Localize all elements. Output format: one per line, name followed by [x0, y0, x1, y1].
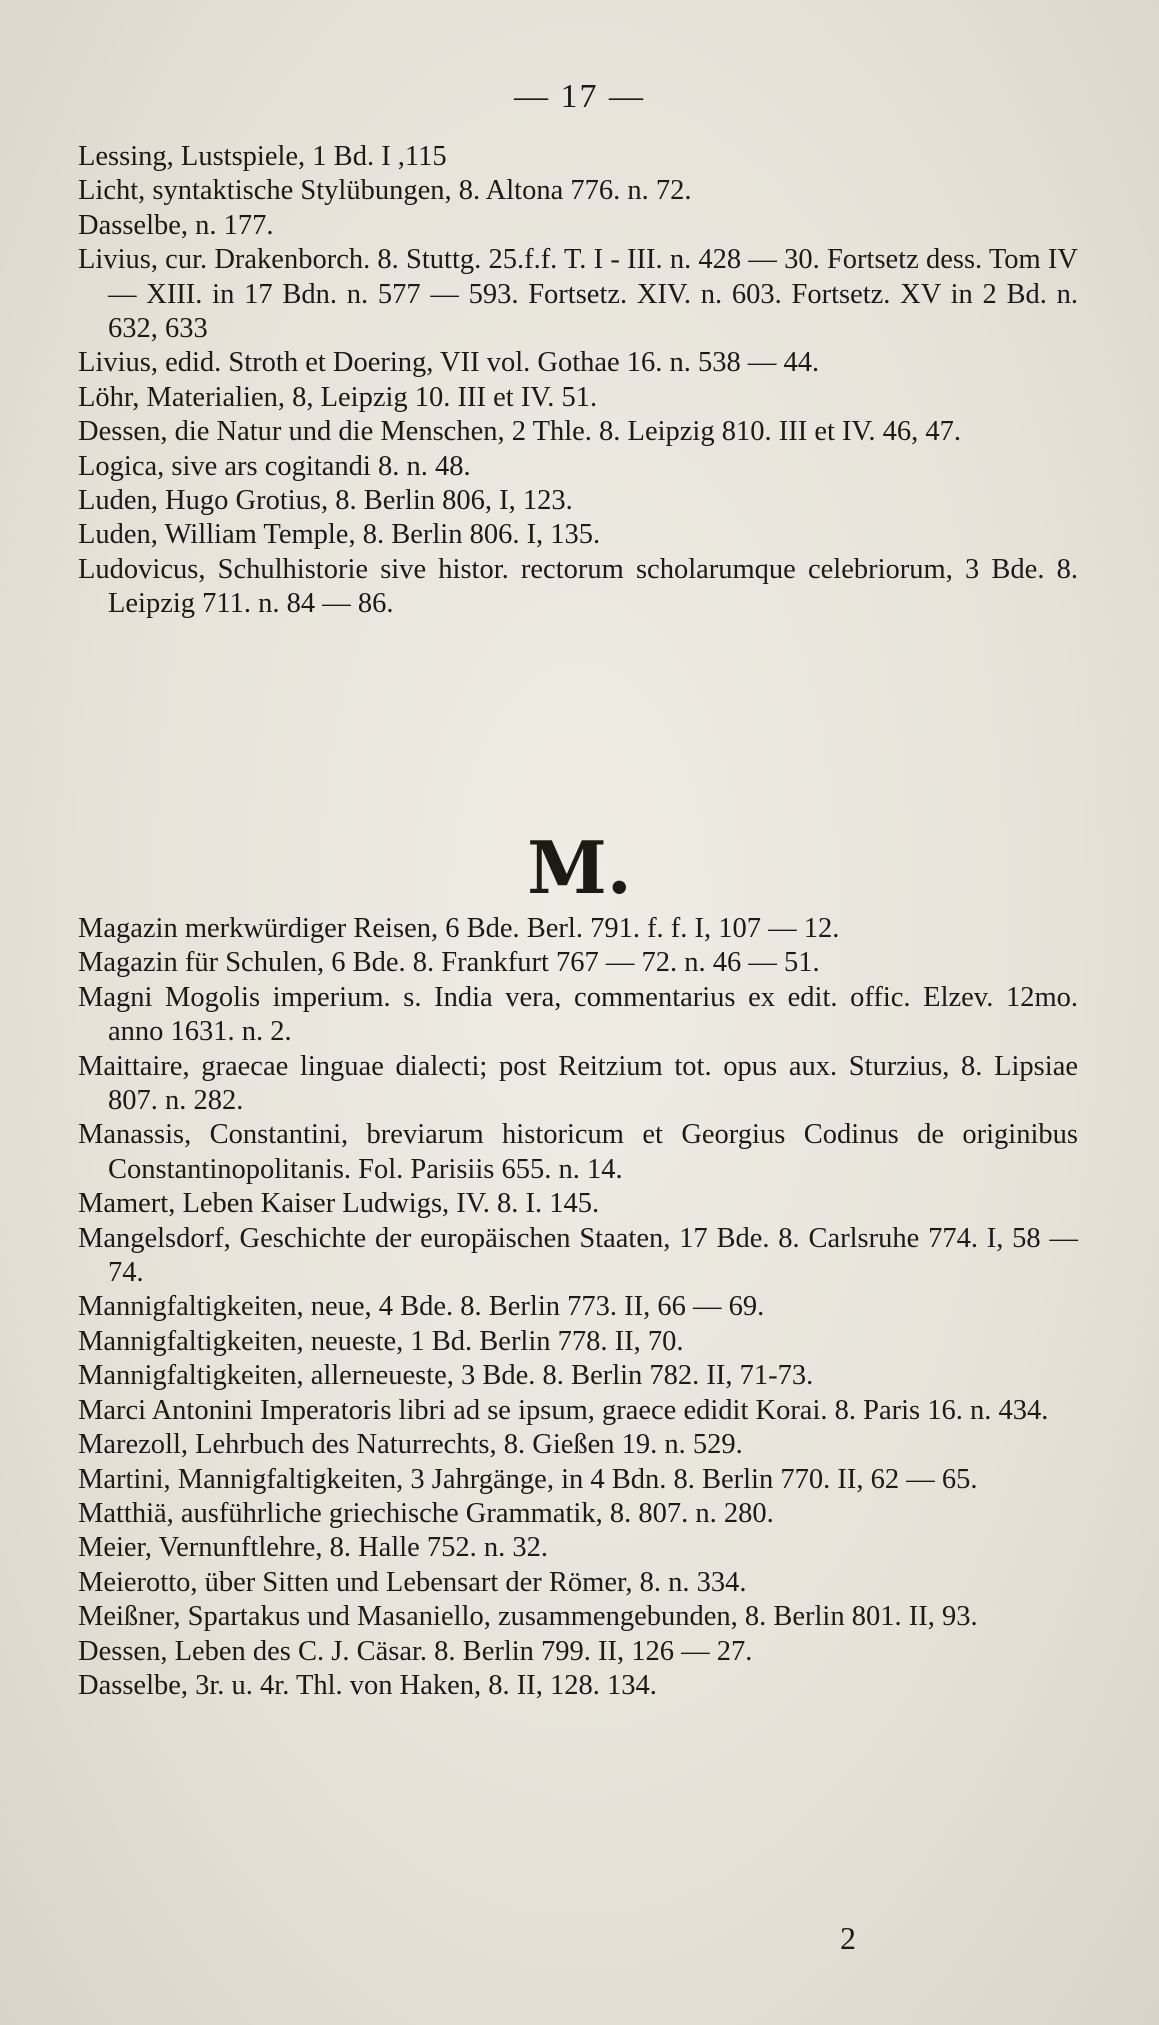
- catalog-entry: Meißner, Spartakus und Masaniello, zusammengebunden, 8. Berlin 801. II, 93.: [78, 1601, 978, 1633]
- catalog-entry: Logica, sive ars cogitandi 8. n. 48.: [78, 450, 471, 482]
- page-number: — 17 —: [514, 78, 645, 115]
- catalog-entry: Matthiä, ausführliche griechische Grammatik, 8. 807. n. 280.: [78, 1497, 774, 1529]
- entries-l-section: [78, 140, 1078, 622]
- catalog-entry: Ludovicus, Schulhistorie sive histor. rectorum scholarumque celebriorum, 3 Bde. 8. Leipzig 711. n. 84 — 86.: [78, 553, 1078, 620]
- catalog-entry: Mannigfaltigkeiten, allerneueste, 3 Bde. 8. Berlin 782. II, 71-73.: [78, 1360, 814, 1392]
- printer-signature-mark: 2: [840, 1920, 856, 1956]
- section-heading: M.: [527, 825, 632, 910]
- catalog-entry: Licht, syntaktische Stylübungen, 8. Altona 776. n. 72.: [78, 175, 692, 207]
- catalog-entry: Manassis, Constantini, breviarum historicum et Georgius Codinus de originibus Constantinopolitanis. Fol. Parisiis 655. n. 14.: [78, 1119, 1078, 1185]
- catalog-entry: Martini, Mannigfaltigkeiten, 3 Jahrgänge, in 4 Bdn. 8. Berlin 770. II, 62 — 65.: [78, 1463, 978, 1495]
- catalog-entry: Dasselbe, 3r. u. 4r. Thl. von Haken, 8. II, 128. 134.: [78, 1669, 657, 1701]
- catalog-entry: Mannigfaltigkeiten, neueste, 1 Bd. Berlin 778. II, 70.: [78, 1325, 684, 1357]
- catalog-entry: Mamert, Leben Kaiser Ludwigs, IV. 8. I. 145.: [78, 1188, 600, 1220]
- catalog-entry: Meier, Vernunftlehre, 8. Halle 752. n. 32.: [78, 1532, 549, 1564]
- catalog-entry: Livius, edid. Stroth et Doering, VII vol. Gothae 16. n. 538 — 44.: [78, 347, 820, 379]
- catalog-entry: Magazin für Schulen, 6 Bde. 8. Frankfurt 767 — 72. n. 46 — 51.: [78, 947, 820, 979]
- catalog-entry: Dessen, die Natur und die Menschen, 2 Thle. 8. Leipzig 810. III et IV. 46, 47.: [78, 416, 962, 448]
- catalog-entry: Luden, Hugo Grotius, 8. Berlin 806, I, 123.: [78, 485, 573, 517]
- catalog-entry: Marezoll, Lehrbuch des Naturrechts, 8. Gießen 19. n. 529.: [78, 1429, 743, 1461]
- catalog-entry: Meierotto, über Sitten und Lebensart der Römer, 8. n. 334.: [78, 1566, 747, 1598]
- catalog-entry: Mannigfaltigkeiten, neue, 4 Bde. 8. Berlin 773. II, 66 — 69.: [78, 1291, 765, 1323]
- catalog-entry: Livius, cur. Drakenborch. 8. Stuttg. 25.f.f. T. I - III. n. 428 — 30. Fortsetz dess. Tom IV — XIII. in 17 Bdn. n. 577 — 593. Fortsetz. XIV. n. 603. Fortsetz. XV in 2 Bd. n. 632, 633: [78, 244, 1078, 345]
- catalog-entry: Marci Antonini Imperatoris libri ad se ipsum, graece edidit Korai. 8. Paris 16. n. 434.: [78, 1394, 1049, 1426]
- catalog-entry: Magazin merkwürdiger Reisen, 6 Bde. Berl. 791. f. f. I, 107 — 12.: [78, 913, 840, 944]
- catalog-entry: Lessing, Lustspiele, 1 Bd. I ,115: [78, 141, 447, 172]
- catalog-entry: Luden, William Temple, 8. Berlin 806. I, 135.: [78, 519, 601, 551]
- catalog-entry: Mangelsdorf, Geschichte der europäischen Staaten, 17 Bde. 8. Carlsruhe 774. I, 58 — 74.: [78, 1222, 1078, 1289]
- catalog-entry: Löhr, Materialien, 8, Leipzig 10. III et IV. 51.: [78, 381, 598, 413]
- catalog-entry: Dasselbe, n. 177.: [78, 209, 274, 241]
- entries-m-section: [78, 912, 1078, 1703]
- catalog-entry: Dessen, Leben des C. J. Cäsar. 8. Berlin 799. II, 126 — 27.: [78, 1635, 753, 1667]
- catalog-entry: Maittaire, graecae linguae dialecti; post Reitzium tot. opus aux. Sturzius, 8. Lipsiae 807. n. 282.: [78, 1050, 1078, 1117]
- catalog-entry: Magni Mogolis imperium. s. India vera, commentarius ex edit. offic. Elzev. 12mo. anno 1631. n. 2.: [78, 981, 1078, 1048]
